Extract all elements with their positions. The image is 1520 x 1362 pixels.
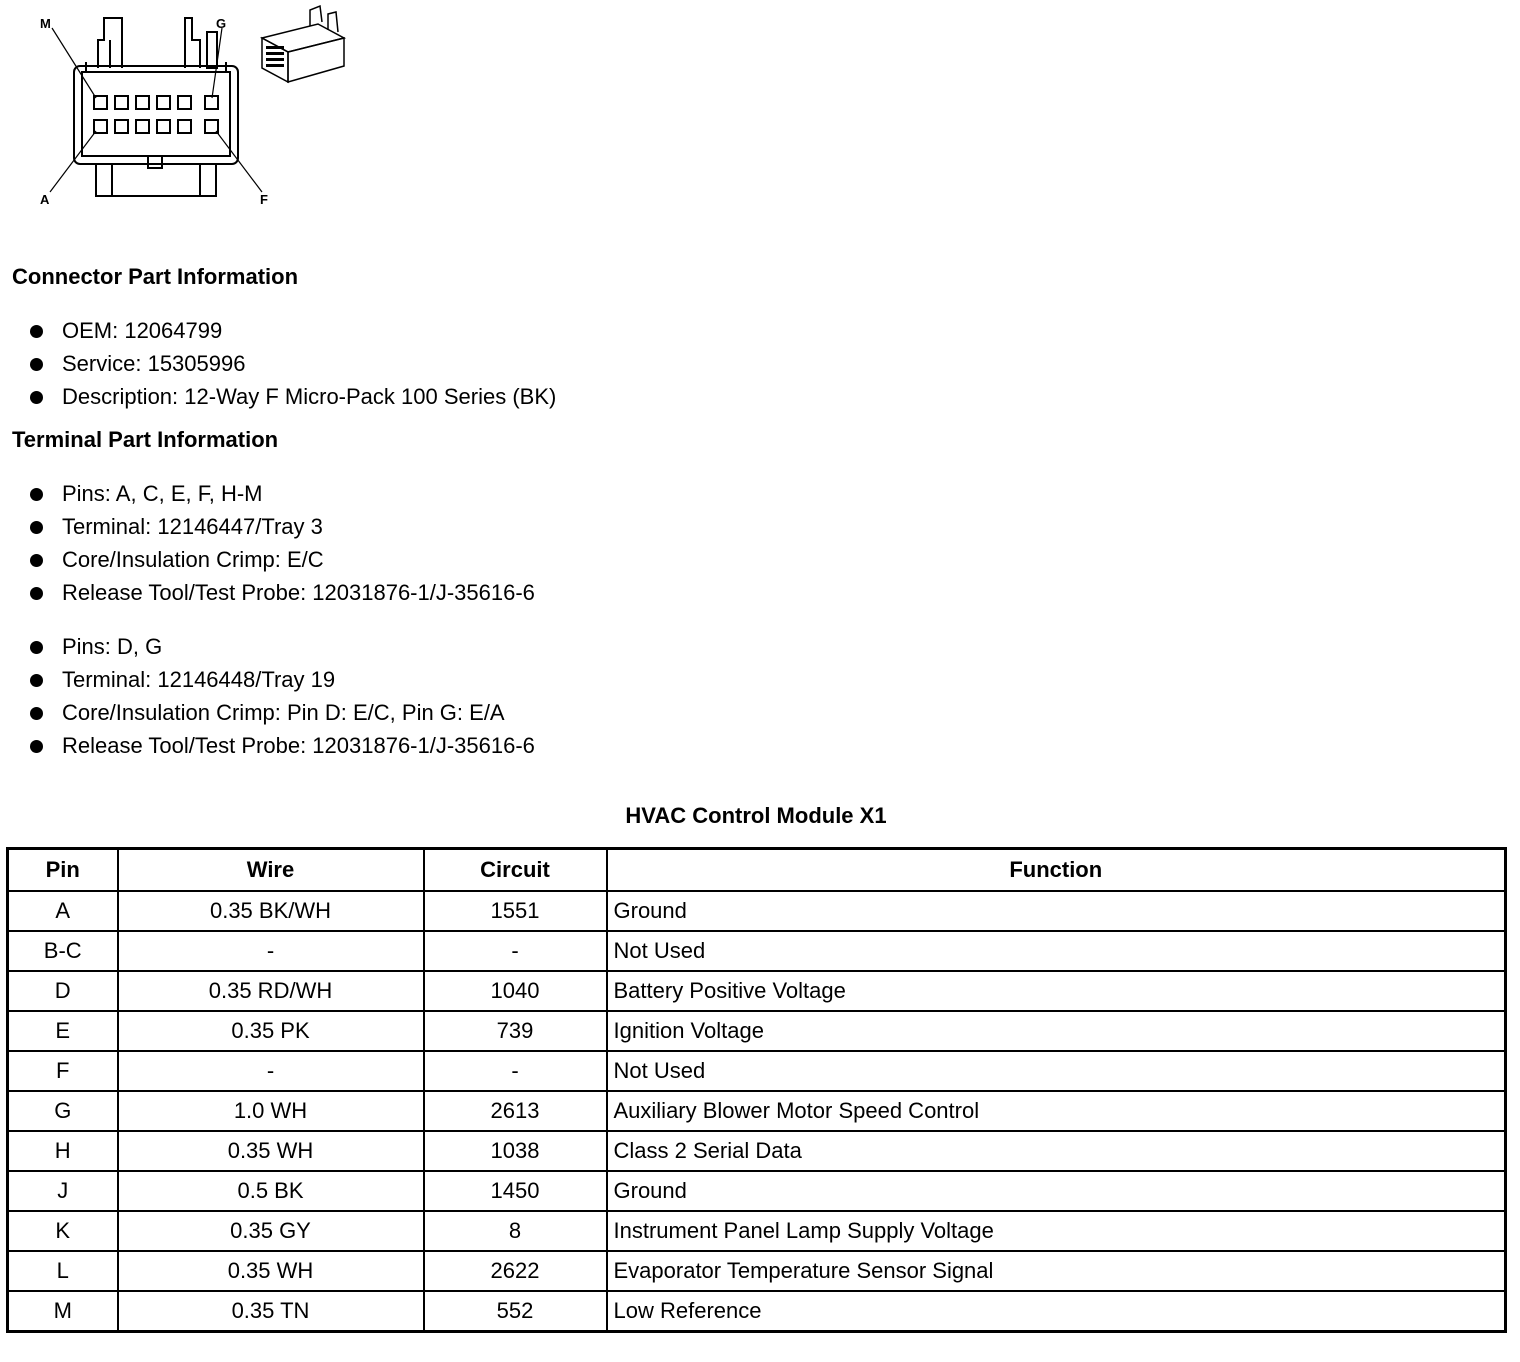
terminal-part-list-1: [30, 479, 535, 611]
list-item: Terminal: 12146447/Tray 3: [30, 512, 535, 545]
list-item: Service: 15305996: [30, 349, 556, 382]
terminal-part-list-2: [30, 632, 535, 764]
function-cell: Ground: [607, 891, 1506, 931]
pin-cell: F: [8, 1051, 118, 1091]
pin-cell: L: [8, 1251, 118, 1291]
function-cell: Class 2 Serial Data: [607, 1131, 1506, 1171]
pin-cell: B-C: [8, 931, 118, 971]
function-cell: Low Reference: [607, 1291, 1506, 1332]
wire-cell: 0.35 BK/WH: [118, 891, 424, 931]
function-cell: Ignition Voltage: [607, 1011, 1506, 1051]
function-cell: Ground: [607, 1171, 1506, 1211]
wire-cell: 0.35 GY: [118, 1211, 424, 1251]
list-item: Core/Insulation Crimp: Pin D: E/C, Pin G: E/A: [30, 698, 535, 731]
table-row: [8, 1251, 1506, 1291]
wire-cell: 0.5 BK: [118, 1171, 424, 1211]
wire-cell: 1.0 WH: [118, 1091, 424, 1131]
wire-cell: 0.35 TN: [118, 1291, 424, 1332]
table-row: [8, 891, 1506, 931]
table-row: [8, 1011, 1506, 1051]
function-cell: Not Used: [607, 931, 1506, 971]
circuit-cell: 1551: [424, 891, 607, 931]
function-cell: Evaporator Temperature Sensor Signal: [607, 1251, 1506, 1291]
list-item: Release Tool/Test Probe: 12031876-1/J-35616-6: [30, 731, 535, 764]
pin-label-f: F: [260, 192, 268, 207]
pin-label-a: A: [40, 192, 50, 207]
connector-part-list: [30, 316, 556, 415]
pin-cell: E: [8, 1011, 118, 1051]
function-cell: Battery Positive Voltage: [607, 971, 1506, 1011]
table-header-row: [8, 849, 1506, 892]
table-row: [8, 1291, 1506, 1332]
column-header-function: Function: [607, 849, 1506, 892]
pin-cell: H: [8, 1131, 118, 1171]
pin-cell: J: [8, 1171, 118, 1211]
table-body: [8, 891, 1506, 1332]
table-title: HVAC Control Module X1: [625, 803, 887, 828]
function-cell: Instrument Panel Lamp Supply Voltage: [607, 1211, 1506, 1251]
pin-cell: D: [8, 971, 118, 1011]
pin-cell: A: [8, 891, 118, 931]
wire-cell: 0.35 WH: [118, 1251, 424, 1291]
wire-cell: 0.35 PK: [118, 1011, 424, 1051]
circuit-cell: 2613: [424, 1091, 607, 1131]
pin-cell: G: [8, 1091, 118, 1131]
wire-cell: -: [118, 1051, 424, 1091]
function-cell: Auxiliary Blower Motor Speed Control: [607, 1091, 1506, 1131]
wire-cell: -: [118, 931, 424, 971]
wire-cell: 0.35 WH: [118, 1131, 424, 1171]
circuit-cell: 1040: [424, 971, 607, 1011]
circuit-cell: 1450: [424, 1171, 607, 1211]
list-item: Pins: A, C, E, F, H-M: [30, 479, 535, 512]
list-item: Description: 12-Way F Micro-Pack 100 Series (BK): [30, 382, 556, 415]
circuit-cell: 2622: [424, 1251, 607, 1291]
table-row: [8, 931, 1506, 971]
circuit-cell: 1038: [424, 1131, 607, 1171]
column-header-circuit: Circuit: [424, 849, 607, 892]
list-item: Terminal: 12146448/Tray 19: [30, 665, 535, 698]
pin-label-m: M: [40, 16, 51, 31]
table-row: [8, 1051, 1506, 1091]
circuit-cell: 552: [424, 1291, 607, 1332]
pin-cell: K: [8, 1211, 118, 1251]
table-row: [8, 1171, 1506, 1211]
connector-thumbnail-image: [258, 4, 350, 84]
circuit-cell: 8: [424, 1211, 607, 1251]
connector-part-heading: Connector Part Information: [12, 264, 299, 289]
table-row: [8, 1131, 1506, 1171]
list-item: OEM: 12064799: [30, 316, 556, 349]
table-row: [8, 971, 1506, 1011]
function-cell: Not Used: [607, 1051, 1506, 1091]
connector-face-diagram: [30, 10, 280, 215]
circuit-cell: 739: [424, 1011, 607, 1051]
column-header-pin: Pin: [8, 849, 118, 892]
column-header-wire: Wire: [118, 849, 424, 892]
circuit-cell: -: [424, 931, 607, 971]
list-item: Core/Insulation Crimp: E/C: [30, 545, 535, 578]
pin-cell: M: [8, 1291, 118, 1332]
list-item: Pins: D, G: [30, 632, 535, 665]
circuit-cell: -: [424, 1051, 607, 1091]
terminal-part-heading: Terminal Part Information: [12, 427, 279, 452]
pinout-table: [6, 847, 1507, 1333]
wire-cell: 0.35 RD/WH: [118, 971, 424, 1011]
table-row: [8, 1211, 1506, 1251]
list-item: Release Tool/Test Probe: 12031876-1/J-35616-6: [30, 578, 535, 611]
table-row: [8, 1091, 1506, 1131]
pin-label-g: G: [216, 16, 227, 31]
